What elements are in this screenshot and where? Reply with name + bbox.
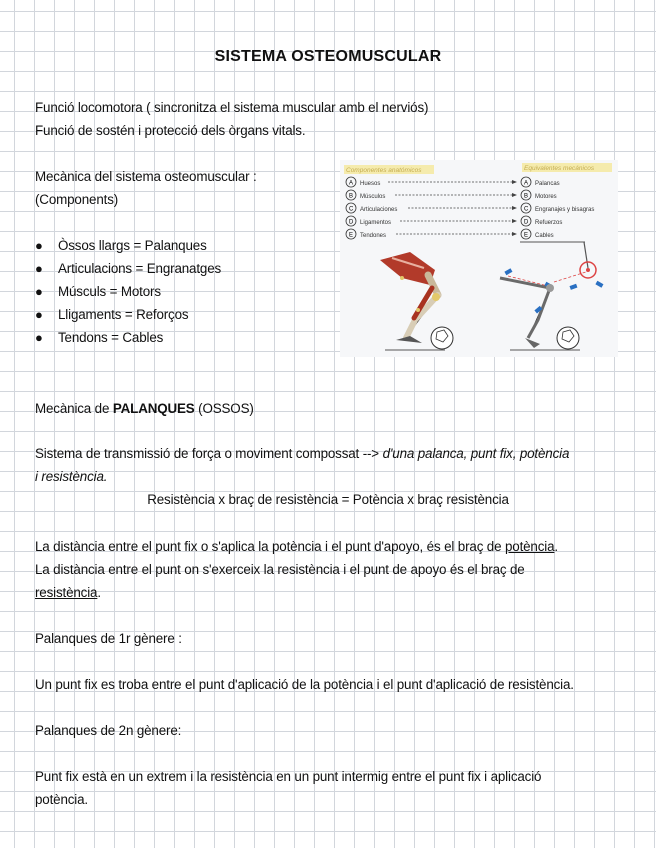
intro-line-1: Funció locomotora ( sincronitza el sistema muscular amb el nerviós) [35, 100, 429, 115]
list-item: Tendons = Cables [58, 330, 164, 345]
left-label-b: Músculos [360, 194, 386, 200]
power-arm-definition [35, 535, 558, 558]
right-label-c: Engranajes y bisagras [535, 207, 595, 213]
system-definition [35, 442, 569, 465]
arrowheads [512, 180, 517, 236]
bullet-icon: ● [35, 284, 43, 299]
page-title: SISTEMA OSTEOMUSCULAR [214, 48, 442, 65]
letter-a: A [349, 180, 354, 187]
letter-d: D [349, 219, 354, 226]
left-label-c: Articulaciones [360, 207, 398, 213]
dist2-end: . [97, 585, 101, 600]
levers-heading-bold: PALANQUES [112, 401, 195, 416]
list-item: Lligaments = Reforços [58, 307, 189, 322]
intro-line-2: Funció de sostén i protecció dels òrgans vitals. [35, 123, 306, 138]
dist2-underlined: resistència [35, 585, 98, 600]
right-label-b: Motores [535, 194, 557, 200]
left-label-e: Tendones [360, 233, 387, 239]
list-item: Òssos llargs = Palanques [58, 238, 207, 253]
bullet-icon: ● [35, 330, 43, 345]
system-text: Sistema de transmissió de força o moviment compossat --> [35, 446, 379, 461]
dist1-end: . [554, 539, 558, 554]
right-label-e: Cables [535, 233, 554, 239]
right-label-d: Refuerzos [535, 220, 563, 226]
figure-left-items [346, 177, 397, 239]
bullet-icon: ● [35, 261, 43, 276]
letter-b-right: B [524, 193, 529, 200]
left-label-d: Ligamentos [360, 220, 392, 226]
letter-d-right: D [524, 219, 529, 226]
mechanics-heading: Mecànica del sistema osteomuscular : [35, 169, 257, 184]
bullet-icon: ● [35, 307, 43, 322]
levers-heading-suffix: (OSSOS) [194, 401, 254, 416]
letter-b: B [349, 193, 354, 200]
mechanics-subheading: (Components) [35, 192, 119, 207]
list-item: Articulacions = Engranatges [58, 261, 222, 276]
first-class-text: Un punt fix es troba entre el punt d'aplicació de la potència i el punt d'aplicació de resistència. [35, 677, 574, 692]
first-class-heading: Palanques de 1r gènere : [35, 631, 182, 646]
letter-c: C [349, 206, 354, 213]
second-class-text-1: Punt fix està en un extrem i la resistència en un punt intermig entre el punt fix i aplicació [35, 769, 542, 784]
dist1-underlined: potència [504, 539, 555, 554]
figure-illustration [340, 160, 618, 357]
levers-heading-prefix: Mecànica de [35, 401, 113, 416]
bullet-icon: ● [35, 238, 43, 253]
letter-c-right: C [524, 206, 529, 213]
system-italic-2: i resistència. [35, 469, 108, 484]
second-class-text-2: potència. [35, 792, 88, 807]
letter-a-right: A [524, 180, 529, 187]
second-class-heading: Palanques de 2n gènere: [35, 723, 182, 738]
mechanical-leg-illustration [500, 242, 603, 350]
anatomy-mechanics-figure [340, 160, 618, 357]
system-italic-1: d'una palanca, punt fix, potència [382, 446, 570, 461]
anatomical-leg-illustration [380, 252, 453, 350]
list-item: Músculs = Motors [58, 284, 161, 299]
resistance-arm-word [35, 581, 101, 604]
lever-formula: Resistència x braç de resistència = Potència x braç resistència [147, 492, 509, 507]
left-label-a: Huesos [360, 181, 381, 187]
levers-heading [35, 397, 254, 420]
right-label-a: Palancas [535, 181, 560, 187]
letter-e: E [349, 232, 354, 239]
resistance-arm-definition: La distància entre el punt on s'exerceix la resistència i el punt de apoyo és el braç de [35, 562, 525, 577]
letter-e-right: E [524, 232, 529, 239]
dist1-text: La distància entre el punt fix o s'aplica la potència i el punt d'apoyo, és el braç de [35, 539, 505, 554]
figure-arrows [388, 182, 512, 234]
figure-right-items [521, 177, 594, 239]
